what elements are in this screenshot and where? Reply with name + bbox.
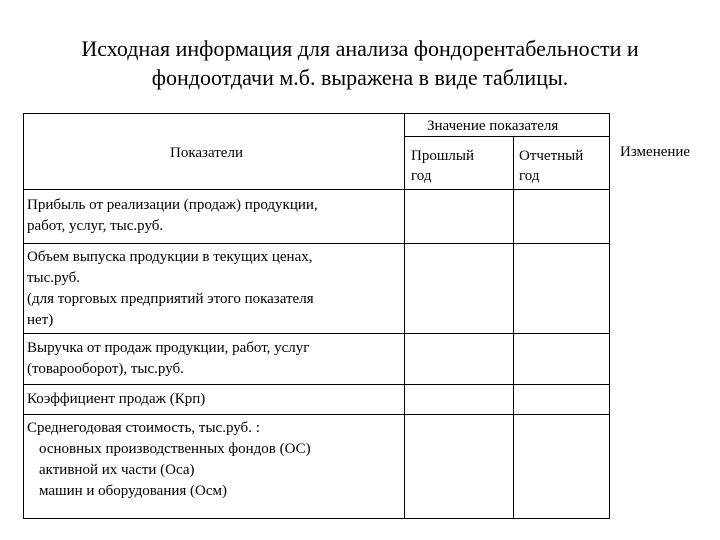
row-text: Коэффициент продаж (Крп) [27,391,206,407]
header-prev-year [411,146,474,186]
row-divider [23,243,610,244]
table-border-bottom [23,518,610,519]
page-title [0,34,720,92]
column-divider [404,113,405,519]
table-row [27,389,205,410]
table-border-right [609,113,610,519]
row-text: работ, услуг, тыс.руб. [27,218,164,234]
row-text: тыс.руб. [27,270,81,286]
row-divider [23,333,610,334]
header-report-year-line1: Отчетный [519,148,584,164]
header-prev-year-line2: год [411,168,432,184]
table-row [27,195,318,237]
row-text: основных производственных фондов (ОС) [39,441,311,457]
table-row [27,418,311,502]
row-text: машин и оборудования (Осм) [39,483,228,499]
header-bottom-border [23,189,610,190]
header-report-year [519,146,583,186]
header-prev-year-line1: Прошлый [411,148,474,164]
row-text: Объем выпуска продукции в текущих ценах, [27,249,313,265]
row-text: Выручка от продаж продукции, работ, услуг [27,340,310,356]
row-divider [23,384,610,385]
table-border-top [23,113,610,114]
row-text: активной их части (Оса) [39,462,195,478]
title-line-1: Исходная информация для анализа фондорентабельности и [81,36,639,61]
table-border-left [23,113,24,519]
header-change: Изменение [620,144,691,160]
header-report-year-line2: год [519,168,540,184]
row-text: Среднегодовая стоимость, тыс.руб. : [27,420,260,436]
title-line-2: фондоотдачи м.б. выражена в виде таблицы. [151,65,569,90]
table-row [27,247,314,331]
row-text: (товарооборот), тыс.руб. [27,361,184,377]
header-value-group: Значение показателя [427,118,559,134]
table-row [27,338,309,380]
row-divider [23,414,610,415]
column-divider [513,136,514,519]
row-text: (для торговых предприятий этого показателя [27,291,314,307]
row-text: нет) [27,312,54,328]
row-text: Прибыль от реализации (продаж) продукции, [27,197,318,213]
group-header-divider [404,136,610,137]
header-indicators: Показатели [170,145,243,161]
